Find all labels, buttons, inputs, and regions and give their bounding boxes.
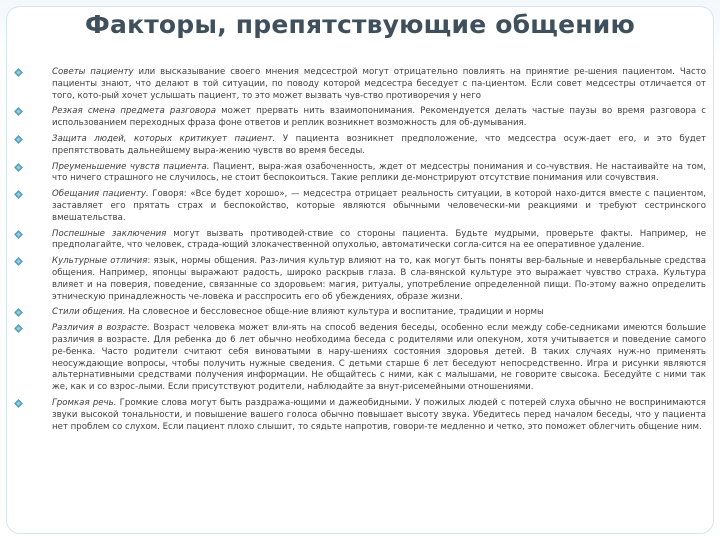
item-lead: Поспешные заключения	[52, 228, 167, 239]
item-text: Громкие слова могут быть раздража-ющими и дажеобидными. У пожилых людей с потерей слуха обычно не воспринимаются звуки высокой тональности, и повышение вашего голоса обычно повышает высоту звука. Убедитесь перед началом беседы, что у пациента нет проблем со слухом. Если пациент плохо слышит, то сядьте напротив, говори-те медленно и четко, это поможет облегчить общение ним.	[52, 397, 706, 432]
item-text: На словесное и бессловесное обще-ние влияют культура и воспитание, традиции и нормы	[125, 307, 544, 318]
list-item	[12, 256, 706, 303]
item-text: Возраст человека может вли-ять на способ ведения беседы, особенно если между собе-седниками имеются большие различия в возрасте. Для ребенка до 6 лет обычно необходима беседа с родителями или опекуном, хотя учитывается и поведение самого ре-бенка. Часто родители считают себя виноватыми в нару-шениях состояния здоровья детей. В таких случаях нуж-но применять неосуждающие вопросы, чтобы получить нужные сведения. С детьми старше 6 лет беседуют непосредственно. Игра и рисунки являются альтернативными средствами получения информации. Не общайтесь с ними, как с малышами, не говорите свысока. Беседуйте с ними так же, как и со взрос-лыми. Если присутствуют родители, наблюдайте за внут-рисемейными отношениями.	[52, 323, 706, 393]
diamond-bullet-icon	[14, 107, 23, 116]
list-item	[12, 106, 706, 130]
list-item	[12, 323, 706, 394]
item-text: Говоря: «Все будет хорошо», — медсестра отрицает реальность ситуации, в которой нахо-дится вместе с пациентом, заставляет его прятать страх и беспокойство, которые являются обычными человечески-ми реакциями и требуют сестринского вмешательства.	[52, 189, 706, 223]
item-text: : язык, нормы общения. Раз-личия культур влияют на то, как могут быть поняты вер-бальные и невербальные средства общения. Например, японцы выражают радость, широко раскрыв глаза. В сла-вянской культуре это выражает чувство страха. Культура влияет и на поверия, поведение, связанные со здоровьем: магия, ритуалы, употребление определенной пищи. По-этому важно определить этническую принадлежность че-ловека и расспросить его об убеждениях, образе жизни.	[52, 256, 707, 302]
diamond-bullet-icon	[14, 399, 23, 408]
item-lead: Защита людей, которых критикует пациент.	[52, 133, 276, 144]
item-lead: Культурные отличия	[52, 256, 148, 267]
item-text: У пациента возникнет предположение, что медсестра осуж-дает его, и это будет препятствовать дальнейшему выра-жению чувств во время беседы.	[52, 133, 706, 156]
list-item	[12, 162, 706, 186]
item-lead: Обещания пациенту.	[52, 189, 149, 200]
item-lead: Громкая речь.	[52, 397, 117, 408]
diamond-bullet-icon	[14, 324, 23, 333]
diamond-bullet-icon	[14, 190, 23, 199]
diamond-bullet-icon	[14, 230, 23, 239]
diamond-bullet-icon	[14, 163, 23, 172]
bullet-list	[12, 67, 706, 437]
item-lead: Различия в возрасте.	[52, 323, 150, 334]
diamond-bullet-icon	[14, 68, 23, 77]
item-text: Пациент, выра-жая озабоченность, ждет от медсестры понимания и со-чувствия. Не настаивайте на том, что ничего страшного не случилось, не стоит беспокоиться. Такие реплики де-монстрируют отсутствие понимания или сочувствия.	[52, 161, 706, 184]
item-lead: Стили общения.	[52, 307, 126, 318]
diamond-bullet-icon	[14, 257, 23, 266]
item-text: могут вызвать противодей-ствие со стороны пациента. Будьте мудрыми, проверьте факты. Например, не предполагайте, что человек, страда-ющий злокачественной опухолью, автоматически согла-сится на ее оперативное удаление.	[52, 228, 706, 251]
item-lead: Преуменьшение чувств пациента.	[52, 161, 210, 172]
item-text: может прервать нить взаимопонимания. Рекомендуется делать частые паузы во время разговора с использованием переходных фраза фоне ответов и реплик возникнет возможность для об-думывания.	[52, 106, 706, 129]
diamond-bullet-icon	[14, 308, 23, 317]
diamond-bullet-icon	[14, 135, 23, 144]
item-lead: Советы пациенту	[52, 67, 134, 77]
list-item	[12, 189, 706, 224]
list-item	[12, 67, 706, 102]
list-item	[12, 134, 706, 158]
list-item	[12, 398, 706, 433]
slide-title: Факторы, препятствующие общению	[85, 10, 635, 39]
item-lead: Резкая смена предмета разговора	[52, 106, 216, 117]
list-item	[12, 229, 706, 253]
item-text: или высказывание своего мнения медсестрой могут отрицательно повлиять на принятие ре-шения пациентом. Часто пациенты знают, что делают в той ситуации, по поводу которой медсестра беседует с па-циентом. Если совет медсестры отличается от того, кото-рый хочет услышать пациент, то это может вызвать чув-ство противоречия у него	[52, 67, 706, 101]
list-item	[12, 307, 706, 319]
